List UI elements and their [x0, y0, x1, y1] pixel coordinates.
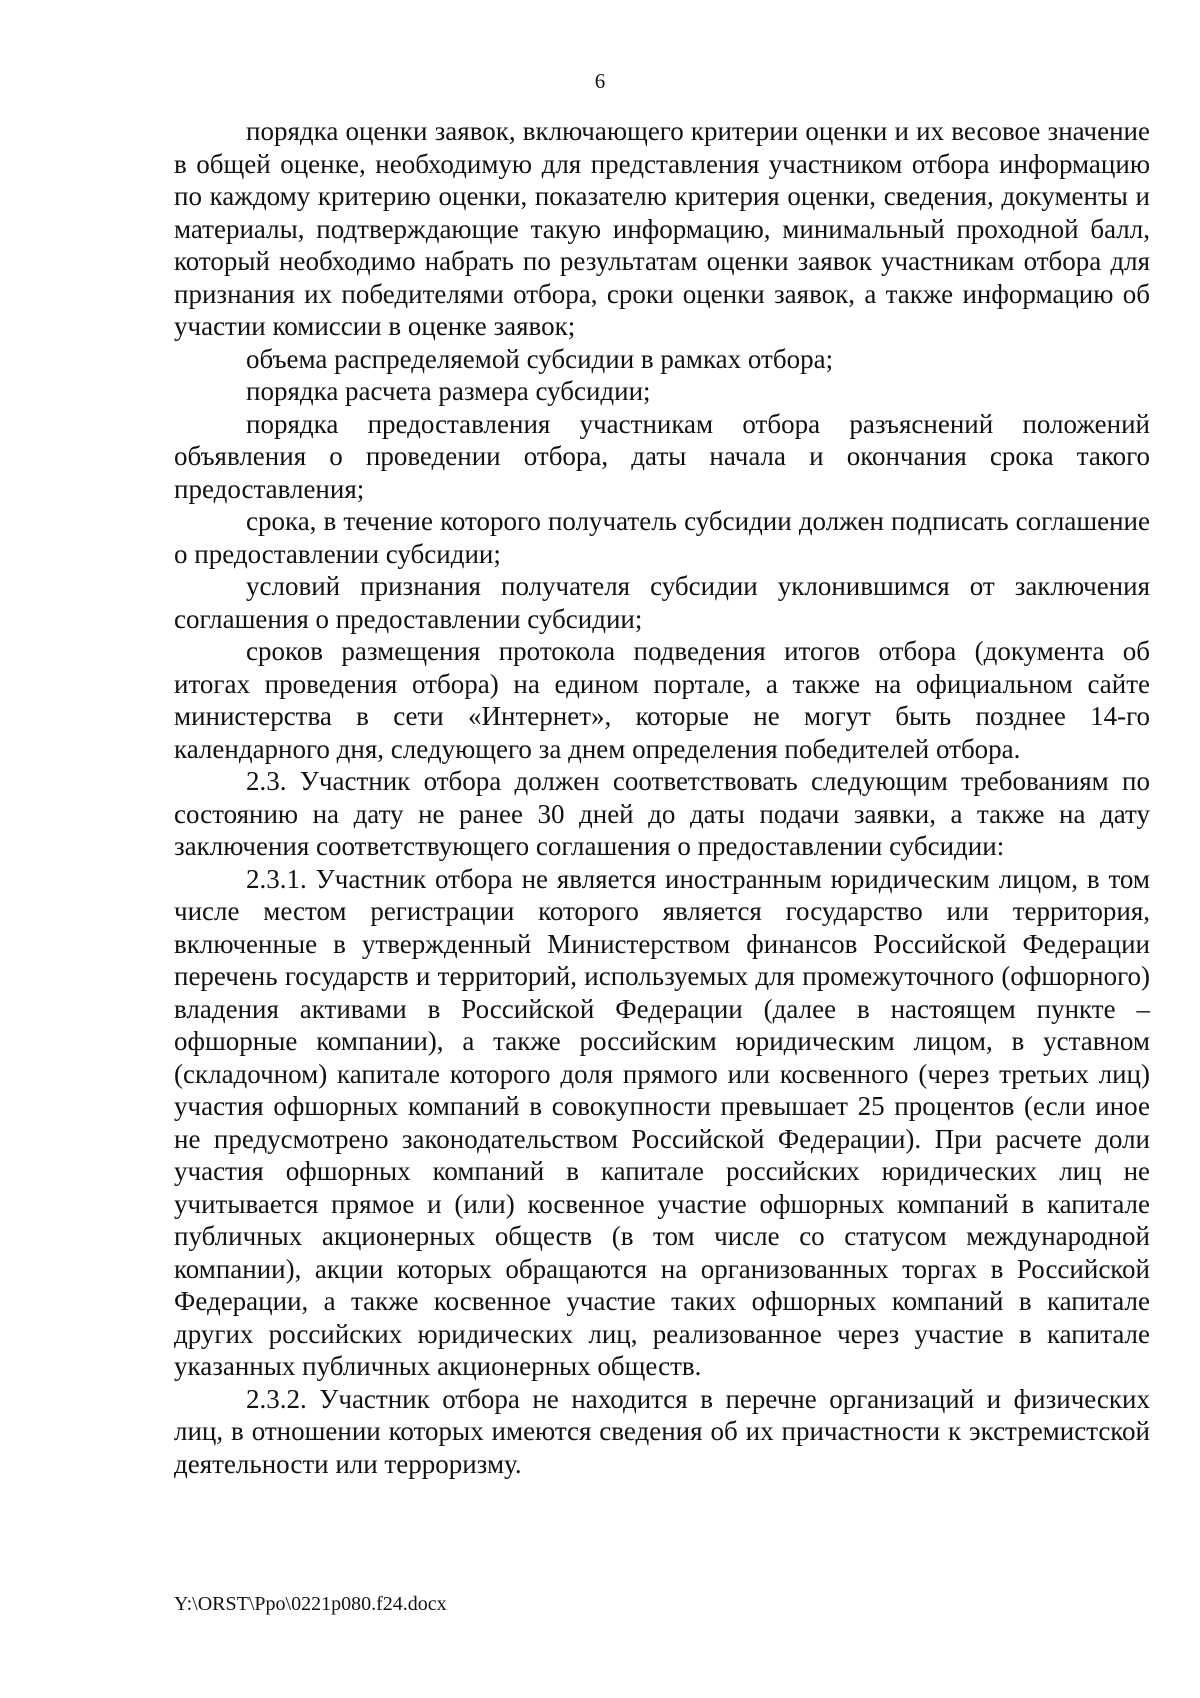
paragraph-section-2-3: 2.3. Участник отбора должен соответствовать следующим требованиям по состоянию на дату не ранее 30 дней до даты подачи заявки, а также на дату заключения соответствующего соглашения о предоставлении субсидии: — [174, 766, 1150, 861]
paragraph-signing-deadline: срока, в течение которого получатель субсидии должен подписать соглашение о предоставлении субсидии; — [174, 506, 1150, 569]
paragraph-evasion-conditions: условий признания получателя субсидии уклонившимся от заключения соглашения о предоставлении субсидии; — [174, 571, 1150, 634]
paragraph-section-2-3-1: 2.3.1. Участник отбора не является иностранным юридическим лицом, в том числе местом регистрации которого является государство или территория, включенные в утвержденный Министерством финансов Российской Федерации перечень государств и территорий, используемых для промежуточного (офшорного) владения активами в Российской Федерации (далее в настоящем пункте – офшорные компании), а также российским юридическим лицом, в уставном (складочном) капитале которого доля прямого или косвенного (через третьих лиц) участия офшорных компаний в совокупности превышает 25 процентов (если иное не предусмотрено законодательством Российской Федерации). При расчете доли участия офшорных компаний в капитале российских юридических лиц не учитывается прямое и (или) косвенное участие офшорных компаний в капитале публичных акционерных обществ (в том числе со статусом международной компании), акции которых обращаются на организованных торгах в Российской Федерации, а также косвенное участие таких офшорных компаний в капитале других российских юридических лиц, реализованное через участие в капитале указанных публичных акционерных обществ. — [174, 863, 1150, 1381]
paragraph-evaluation-procedure: порядка оценки заявок, включающего критерии оценки и их весовое значение в общей оценке, необходимую для представления участником отбора информацию по каждому критерию оценки, показателю критерия оценки, сведения, документы и материалы, подтверждающие такую информацию, минимальный проходной балл, который необходимо набрать по результатам оценки заявок участникам отбора для признания их победителями отбора, сроки оценки заявок, а также информацию об участии комиссии в оценке заявок; — [174, 116, 1150, 341]
paragraph-subsidy-volume: объема распределяемой субсидии в рамках отбора; — [246, 343, 834, 374]
document-body — [174, 115, 1150, 1480]
page-number: 6 — [594, 69, 606, 93]
paragraph-clarifications: порядка предоставления участникам отбора разъяснений положений объявления о проведении отбора, даты начала и окончания срока такого предоставления; — [174, 408, 1150, 504]
footer-file-path: Y:\ORST\Ppo\0221p080.f24.docx — [174, 1593, 447, 1615]
paragraph-subsidy-calculation: порядка расчета размера субсидии; — [246, 376, 651, 406]
paragraph-section-2-3-2: 2.3.2. Участник отбора не находится в перечне организаций и физических лиц, в отношении которых имеются сведения об их причастности к экстремистской деятельности или терроризму. — [174, 1383, 1150, 1479]
paragraph-protocol-deadlines: сроков размещения протокола подведения итогов отбора (документа об итогах проведения отбора) на едином портале, а также на официальном сайте министерства в сети «Интернет», которые не могут быть позднее 14-го календарного дня, следующего за днем определения победителей отбора. — [174, 636, 1150, 764]
